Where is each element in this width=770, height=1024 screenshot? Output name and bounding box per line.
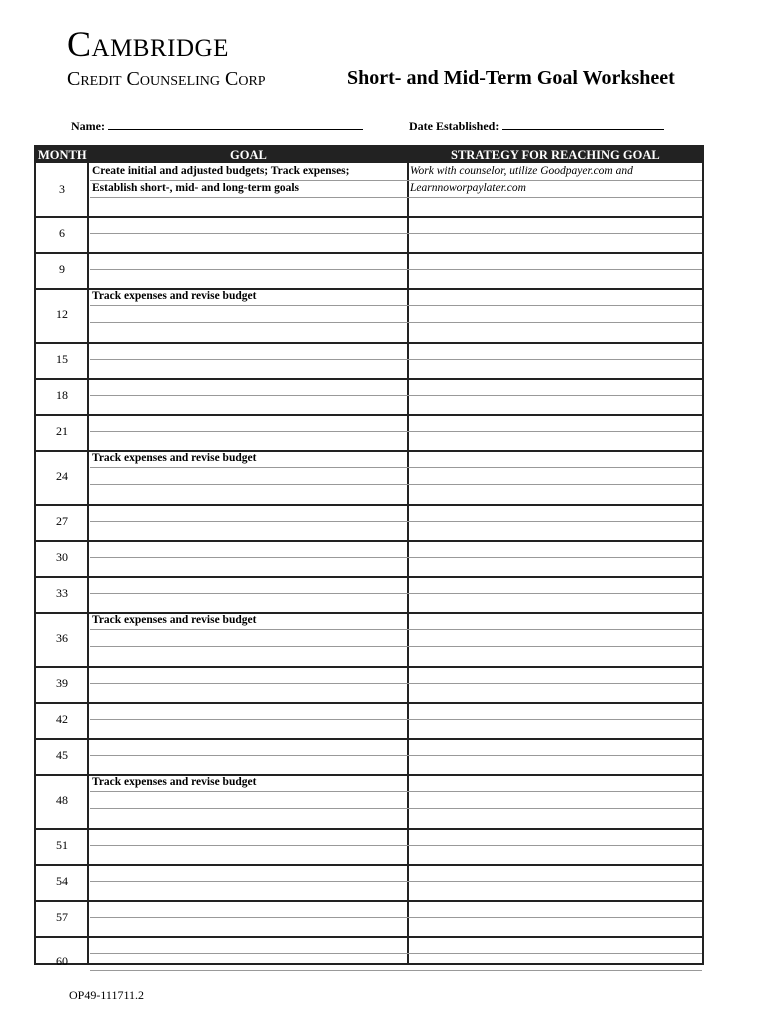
goal-text: Track expenses and revise budget xyxy=(92,776,257,788)
row-divider xyxy=(36,738,702,740)
company-logo-subtitle: Credit Counseling Corp xyxy=(67,68,266,90)
month-cell: 51 xyxy=(56,838,68,852)
row-divider xyxy=(36,702,702,704)
writing-line[interactable] xyxy=(90,683,702,684)
writing-line[interactable] xyxy=(90,233,702,234)
date-established-label: Date Established: xyxy=(409,119,500,133)
writing-line[interactable] xyxy=(90,881,702,882)
writing-line[interactable] xyxy=(90,593,702,594)
month-cell: 6 xyxy=(59,226,65,240)
writing-line[interactable] xyxy=(90,431,702,432)
writing-line[interactable] xyxy=(90,521,702,522)
table-row xyxy=(36,378,702,414)
table-row xyxy=(36,828,702,864)
column-header-month: MONTH xyxy=(38,148,87,162)
month-cell: 60 xyxy=(56,954,68,968)
row-divider xyxy=(36,378,702,380)
writing-line[interactable] xyxy=(90,953,702,954)
table-row xyxy=(36,450,702,504)
form-code: OP49-111711.2 xyxy=(69,988,144,1002)
row-divider xyxy=(36,900,702,902)
goal-text: Track expenses and revise budget xyxy=(92,452,257,464)
month-cell: 12 xyxy=(56,307,68,321)
writing-line[interactable] xyxy=(90,557,702,558)
goal-worksheet-table xyxy=(34,145,704,968)
goal-text: Establish short-, mid- and long-term goals xyxy=(92,182,300,194)
month-cell: 27 xyxy=(56,514,68,528)
row-divider xyxy=(36,414,702,416)
row-divider xyxy=(36,828,702,830)
month-cell: 24 xyxy=(56,469,68,483)
writing-line[interactable] xyxy=(90,395,702,396)
writing-line[interactable] xyxy=(90,917,702,918)
table-row xyxy=(36,900,702,936)
month-cell: 36 xyxy=(56,631,68,645)
row-divider xyxy=(36,666,702,668)
month-cell: 42 xyxy=(56,712,68,726)
month-cell: 48 xyxy=(56,793,68,807)
company-logo-name: Cambridge xyxy=(67,24,229,64)
table-row xyxy=(36,342,702,378)
writing-line[interactable] xyxy=(90,808,702,809)
table-row xyxy=(36,414,702,450)
table-header xyxy=(36,147,702,163)
table-row xyxy=(36,540,702,576)
table-row xyxy=(36,774,702,828)
table-row xyxy=(36,612,702,666)
writing-line[interactable] xyxy=(90,755,702,756)
month-cell: 45 xyxy=(56,748,68,762)
table-row xyxy=(36,864,702,900)
name-label: Name: xyxy=(71,119,105,133)
month-cell: 21 xyxy=(56,424,68,438)
table-row xyxy=(36,504,702,540)
writing-line[interactable] xyxy=(90,197,702,198)
table-row xyxy=(36,666,702,702)
name-input-line[interactable] xyxy=(108,120,363,130)
table-row xyxy=(36,576,702,612)
column-header-goal: GOAL xyxy=(230,148,267,162)
month-cell: 54 xyxy=(56,874,68,888)
writing-line[interactable] xyxy=(90,791,702,792)
writing-line[interactable] xyxy=(90,467,702,468)
table-row xyxy=(36,936,702,988)
writing-line[interactable] xyxy=(90,845,702,846)
table-row xyxy=(36,252,702,288)
writing-line[interactable] xyxy=(90,629,702,630)
date-input-line[interactable] xyxy=(502,120,664,130)
writing-line[interactable] xyxy=(90,322,702,323)
table-row xyxy=(36,163,702,216)
row-divider xyxy=(36,504,702,506)
goal-text: Track expenses and revise budget xyxy=(92,290,257,302)
table-row xyxy=(36,288,702,342)
row-divider xyxy=(36,216,702,218)
row-divider xyxy=(36,864,702,866)
month-cell: 18 xyxy=(56,388,68,402)
month-cell: 30 xyxy=(56,550,68,564)
writing-line[interactable] xyxy=(90,719,702,720)
writing-line[interactable] xyxy=(90,484,702,485)
writing-line[interactable] xyxy=(90,269,702,270)
date-established-field[interactable] xyxy=(409,119,664,134)
row-divider xyxy=(36,540,702,542)
worksheet-title: Short- and Mid-Term Goal Worksheet xyxy=(347,67,675,89)
writing-line[interactable] xyxy=(90,970,702,971)
writing-line[interactable] xyxy=(90,359,702,360)
month-cell: 15 xyxy=(56,352,68,366)
table-row xyxy=(36,738,702,774)
month-cell: 39 xyxy=(56,676,68,690)
strategy-text: Work with counselor, utilize Goodpayer.com and xyxy=(410,165,633,177)
writing-line[interactable] xyxy=(90,305,702,306)
row-divider xyxy=(36,936,702,938)
row-divider xyxy=(36,252,702,254)
row-divider xyxy=(36,576,702,578)
table-row xyxy=(36,702,702,738)
month-cell: 57 xyxy=(56,910,68,924)
goal-text: Track expenses and revise budget xyxy=(92,614,257,626)
table-row xyxy=(36,216,702,252)
column-header-strategy: STRATEGY FOR REACHING GOAL xyxy=(451,148,660,162)
month-cell: 9 xyxy=(59,262,65,276)
name-field[interactable] xyxy=(71,119,363,134)
strategy-text: Learnnoworpaylater.com xyxy=(410,182,526,194)
row-divider xyxy=(36,342,702,344)
month-cell: 3 xyxy=(59,182,65,196)
goal-text: Create initial and adjusted budgets; Track expenses; xyxy=(92,165,350,177)
writing-line[interactable] xyxy=(90,646,702,647)
month-cell: 33 xyxy=(56,586,68,600)
